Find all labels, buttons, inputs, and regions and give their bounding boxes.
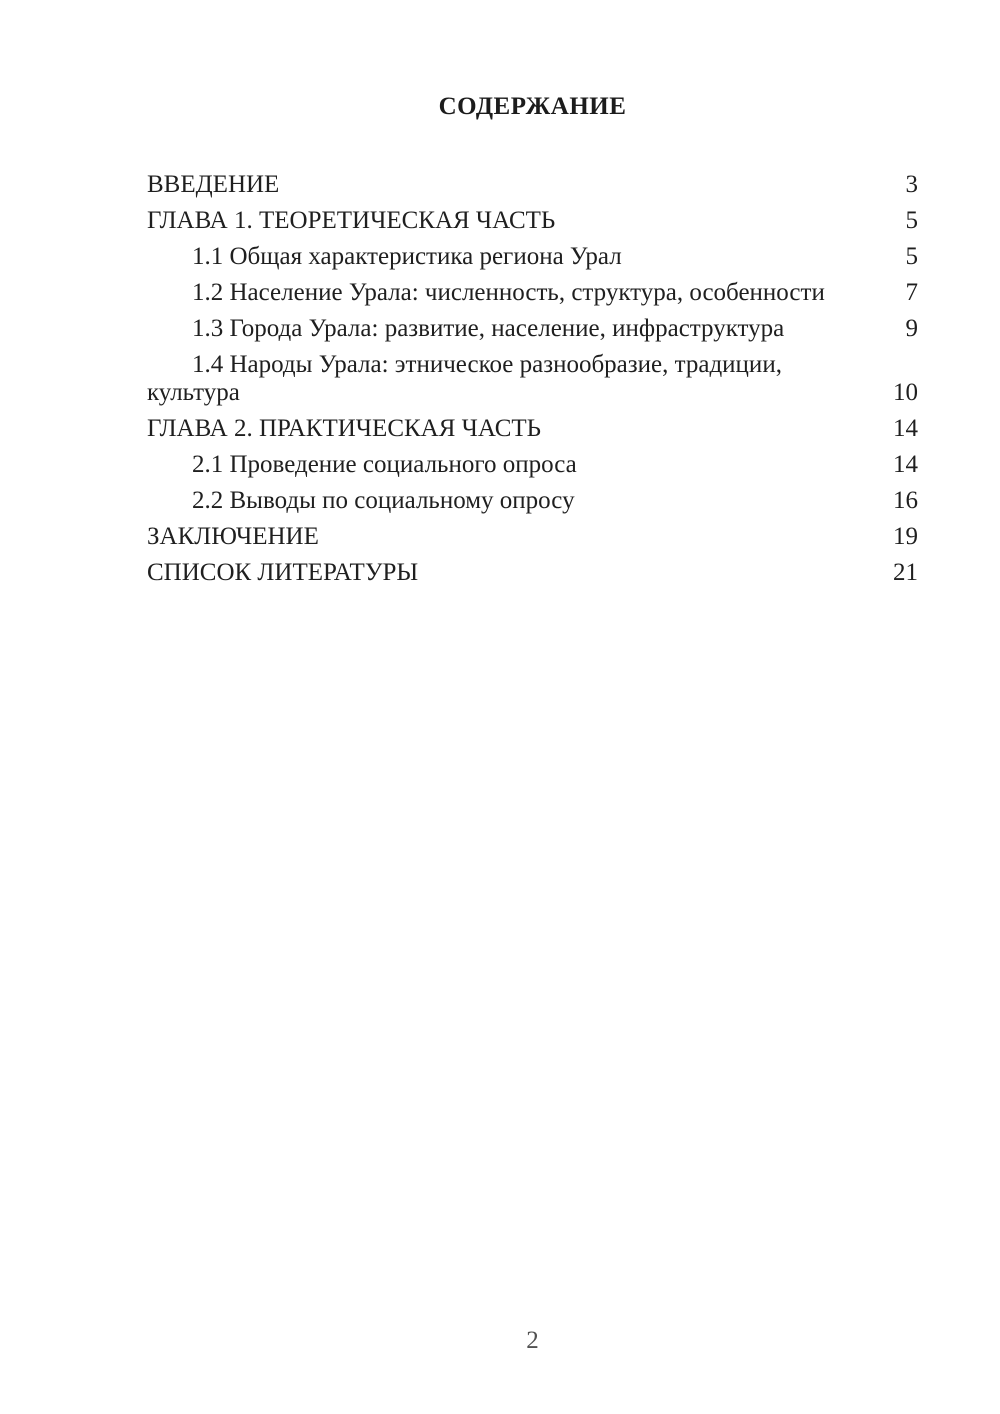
toc-entry-text: СПИСОК ЛИТЕРАТУРЫ	[147, 559, 419, 586]
toc-entry-page: 19	[893, 523, 918, 550]
toc-entry-text: ГЛАВА 1. ТЕОРЕТИЧЕСКАЯ ЧАСТЬ	[147, 207, 556, 234]
toc-entry-text: 2.2 Выводы по социальному опросу	[192, 487, 575, 514]
toc-entry-page: 14	[893, 415, 918, 442]
toc-entry	[147, 351, 918, 407]
toc-entry-page: 14	[893, 451, 918, 478]
toc-entry	[147, 207, 918, 235]
toc-entry	[147, 243, 918, 271]
toc-entry-page: 9	[905, 315, 918, 342]
page-number-footer: 2	[526, 1327, 539, 1354]
document-content	[147, 92, 918, 595]
toc-entry	[147, 315, 918, 343]
toc-entry	[147, 487, 918, 515]
toc-entry	[147, 523, 918, 551]
toc-entry-page: 3	[905, 171, 918, 198]
toc-entry	[147, 171, 918, 199]
toc-title: СОДЕРЖАНИЕ	[438, 93, 627, 120]
toc-entry-text: 1.4 Народы Урала: этническое разнообразие, традиции, культура	[147, 351, 782, 406]
toc-entry	[147, 279, 918, 307]
toc-entry-page: 7	[905, 279, 918, 306]
toc-entry-text: 1.1 Общая характеристика региона Урал	[192, 243, 622, 270]
toc-entry-page: 5	[905, 243, 918, 270]
toc-entry-page: 21	[893, 559, 918, 586]
toc-entry	[147, 415, 918, 443]
toc-entry	[147, 559, 918, 587]
toc-entry	[147, 451, 918, 479]
toc-entry-text: 1.3 Города Урала: развитие, население, инфраструктура	[192, 315, 785, 342]
toc-entry-page: 16	[893, 487, 918, 514]
toc-entry-text: ЗАКЛЮЧЕНИЕ	[147, 523, 319, 550]
toc-list	[147, 171, 918, 587]
toc-entry-text: 1.2 Население Урала: численность, структура, особенности	[192, 279, 825, 306]
toc-entry-text: 2.1 Проведение социального опроса	[192, 451, 577, 478]
toc-entry-page: 10	[893, 379, 918, 406]
toc-entry-page: 5	[905, 207, 918, 234]
toc-entry-text: ГЛАВА 2. ПРАКТИЧЕСКАЯ ЧАСТЬ	[147, 415, 542, 442]
toc-entry-text: ВВЕДЕНИЕ	[147, 171, 280, 198]
